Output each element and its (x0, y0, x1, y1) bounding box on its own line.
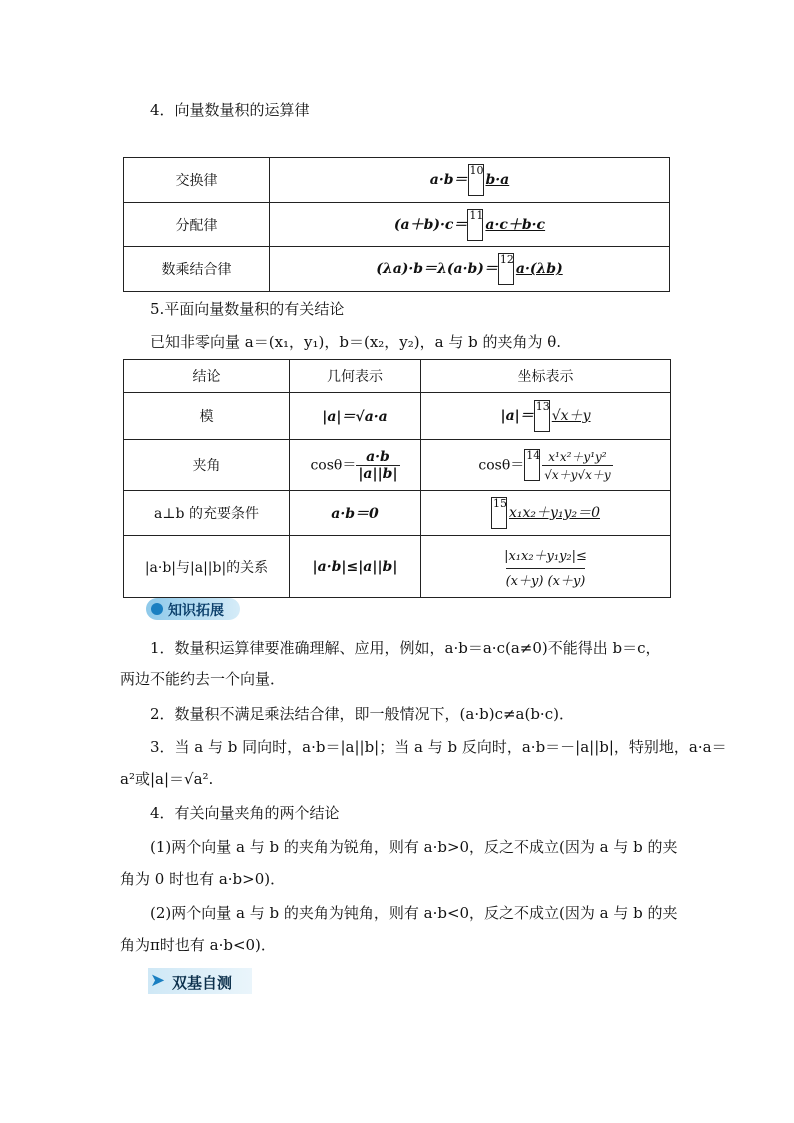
coord-repr: |x₁x₂＋y₁y₂|≤ (x＋y) (x＋y) (421, 536, 671, 598)
geo-repr: |a|＝√a·a (290, 393, 421, 440)
law-formula: (λa)·b＝λ(a·b)＝ 12 a·(λb) (270, 247, 670, 292)
conclusion-name: a⊥b 的充要条件 (124, 491, 290, 536)
law-formula: a·b＝ 10 b·a (270, 158, 670, 203)
para-5b: 角为 0 时也有 a·b>0)． (120, 870, 286, 888)
bullet-icon (151, 603, 163, 615)
coord-repr: cosθ＝ 14 $\frac{\text{x¹x²＋y¹y²}}{√x+y√x+y}$ (421, 440, 671, 491)
knowledge-extension-badge: 知识拓展 (146, 598, 240, 620)
law-formula: (a＋b)·c＝ 11 a·c＋b·c (270, 203, 670, 247)
para-1b: 两边不能约去一个向量． (120, 670, 286, 688)
coord-repr: 15 x₁x₂＋y₁y₂＝0 (421, 491, 671, 536)
para-2: 2．数量积不满足乘法结合律，即一般情况下，(a·b)c≠a(b·c)． (150, 705, 574, 723)
para-5a: (1)两个向量 a 与 b 的夹角为锐角，则有 a·b>0，反之不成立(因为 a 与 b 的夹 (150, 838, 678, 856)
col-header: 结论 (124, 360, 290, 393)
law-name: 分配律 (124, 203, 270, 247)
geo-repr: cosθ＝ $\frac{a\cdot b}{|a||b|}$ (290, 440, 421, 491)
laws-table (123, 157, 670, 292)
para-6b: 角为π时也有 a·b<0)． (120, 936, 276, 954)
arrow-icon: ➤ (150, 970, 166, 991)
para-6a: (2)两个向量 a 与 b 的夹角为钝角，则有 a·b<0，反之不成立(因为 a 与 b 的夹 (150, 904, 678, 922)
law-name: 交换律 (124, 158, 270, 203)
section4-heading: 4．向量数量积的运算律 (150, 101, 310, 119)
law-name: 数乘结合律 (124, 247, 270, 292)
section5-heading: 5.平面向量数量积的有关结论 (150, 300, 345, 318)
para-1a: 1．数量积运算律要准确理解、应用，例如，a·b＝a·c(a≠0)不能得出 b＝c， (150, 639, 661, 657)
conclusion-name: 模 (124, 393, 290, 440)
conclusions-table (123, 359, 671, 598)
conclusion-name: |a·b|与|a||b|的关系 (124, 536, 290, 598)
para-4: 4．有关向量夹角的两个结论 (150, 804, 340, 822)
given-text: 已知非零向量 a＝(x₁，y₁)，b＝(x₂，y₂)，a 与 b 的夹角为 θ. (150, 333, 562, 351)
conclusion-name: 夹角 (124, 440, 290, 491)
coord-repr: |a|＝ 13 √x＋y (421, 393, 671, 440)
col-header: 几何表示 (290, 360, 421, 393)
self-test-tag: ➤ 双基自测 (148, 968, 252, 994)
geo-repr: |a·b|≤|a||b| (290, 536, 421, 598)
para-3a: 3．当 a 与 b 同向时，a·b＝|a||b|；当 a 与 b 反向时，a·b＝－|a||b|，特别地，a·a＝ (150, 738, 727, 756)
col-header: 坐标表示 (421, 360, 671, 393)
geo-repr: a·b＝0 (290, 491, 421, 536)
para-3b: a²或|a|＝√a². (120, 770, 214, 788)
